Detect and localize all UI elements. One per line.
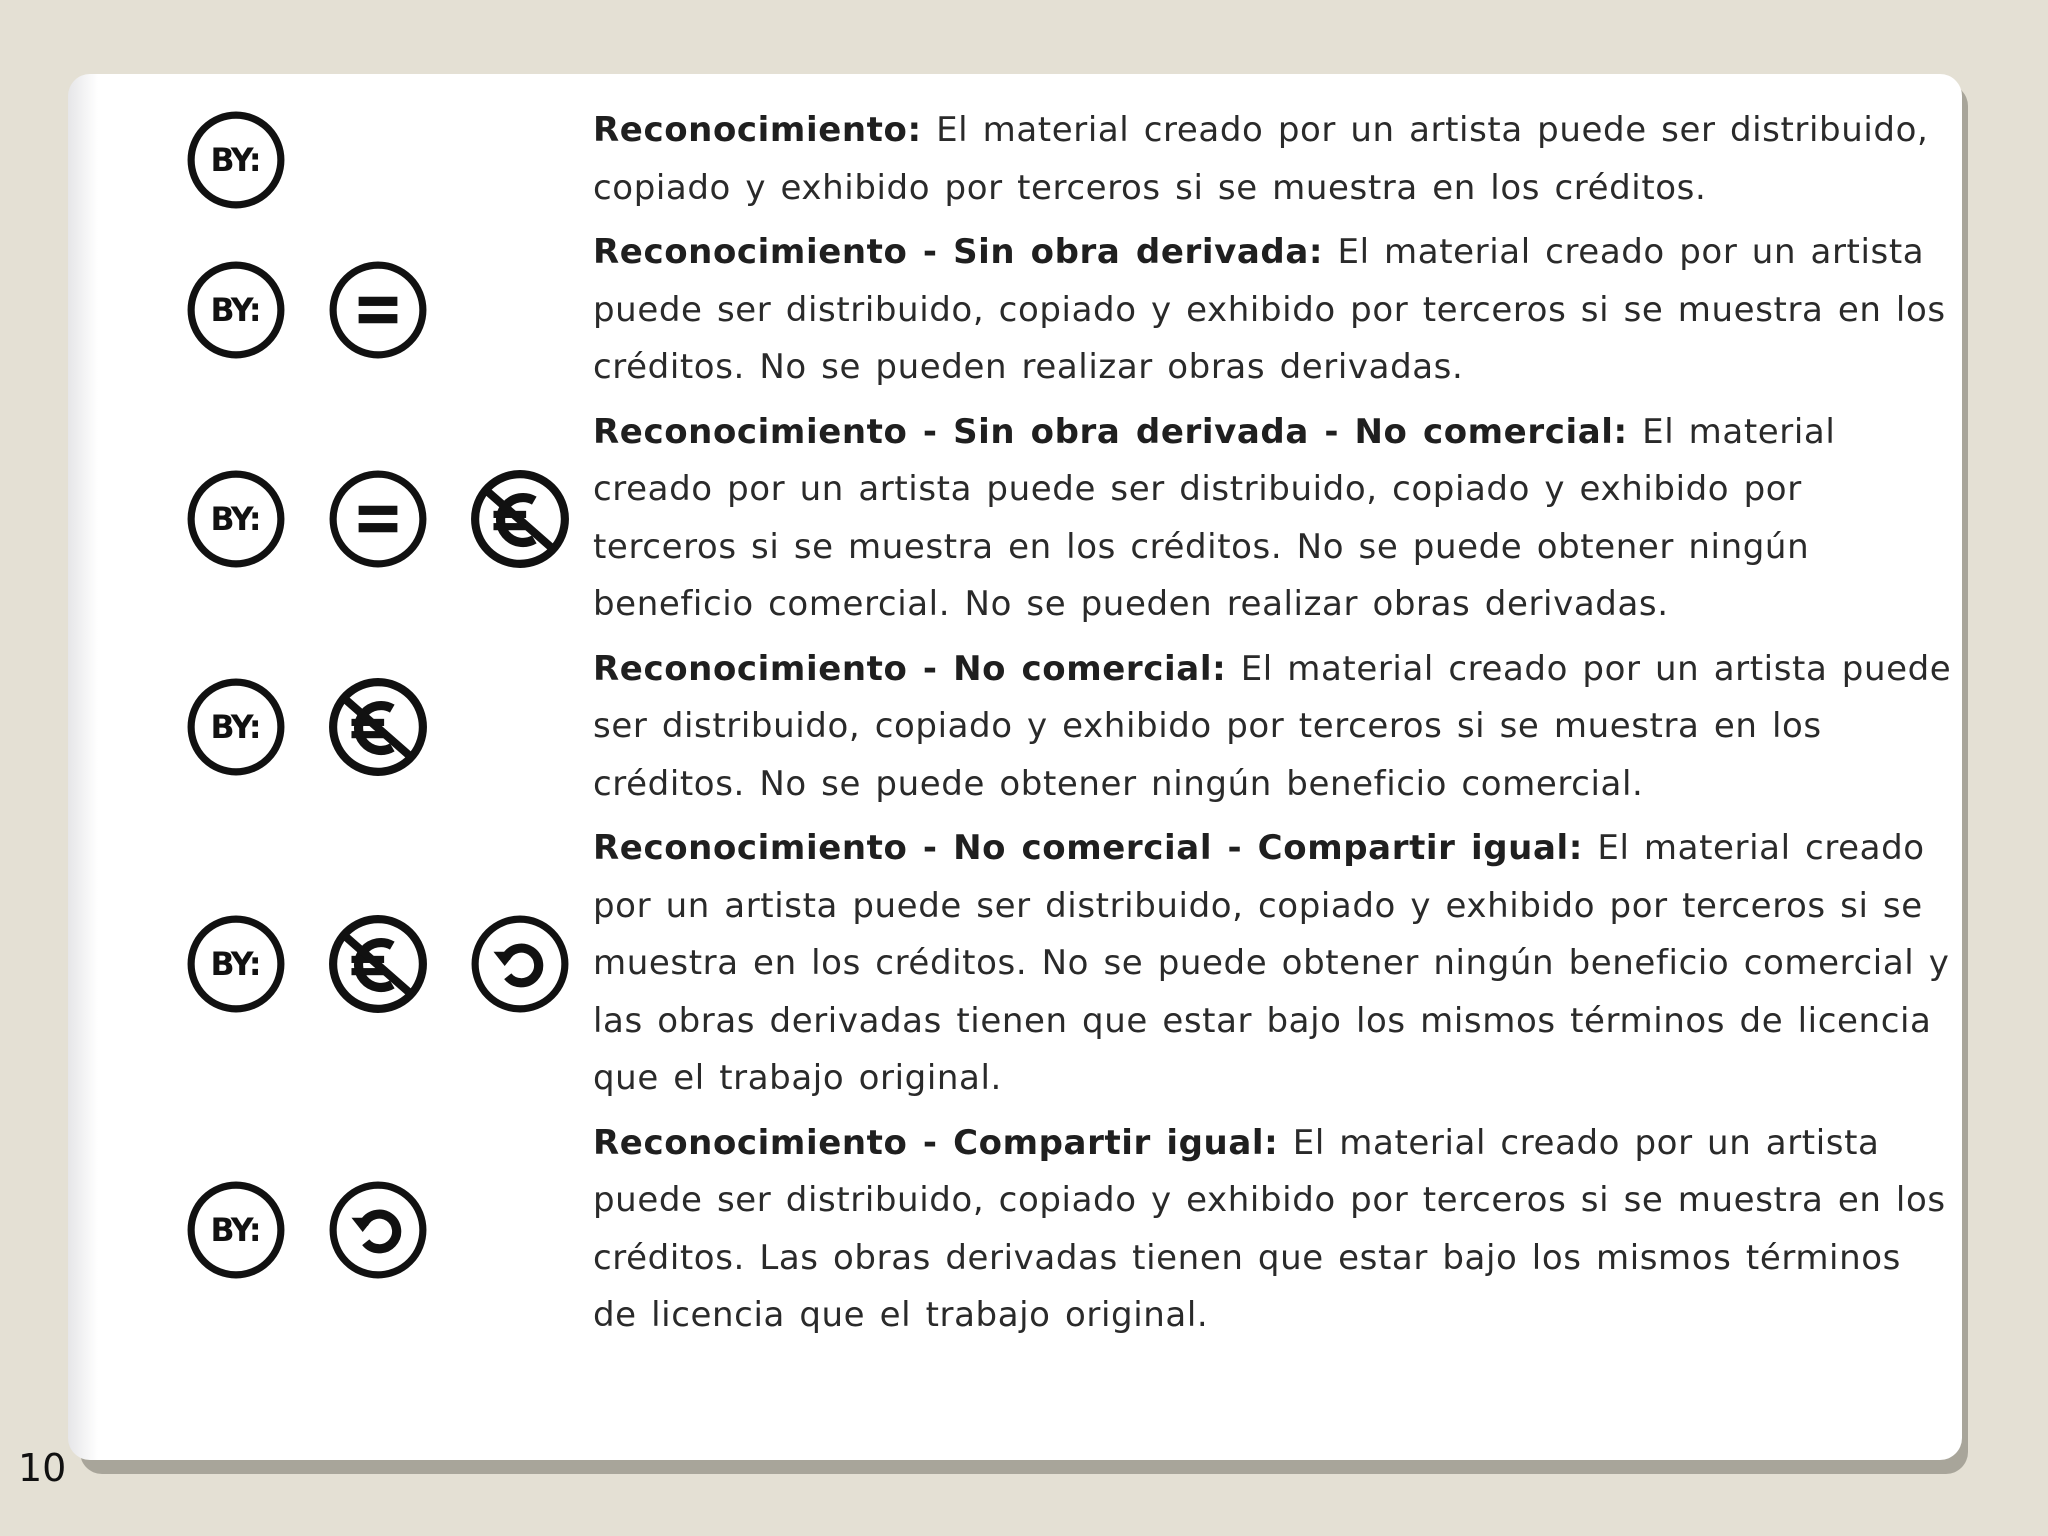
license-title: Reconocimiento - Sin obra derivada - No comercial: — [593, 411, 1628, 452]
license-description: El material creado por un artista puede ser distribuido, copiado y exhibido por terceros si se muestra en los créditos. No se puede obtener ningún beneficio comercial y las obras derivadas tienen que estar bajo los mismos términos de licencia que el trabajo original. — [593, 828, 1950, 1098]
license-title: Reconocimiento - No comercial: — [593, 648, 1227, 689]
license-description: El material creado por un artista puede ser distribuido, copiado y exhibido por terceros si se muestra en los créditos. — [593, 110, 1929, 208]
license-text — [593, 404, 1953, 634]
license-icons — [185, 404, 565, 634]
no-derivatives-icon — [327, 468, 429, 570]
svg-text:BY:: BY: — [210, 709, 260, 746]
by-icon — [185, 259, 287, 361]
license-title: Reconocimiento - Sin obra derivada: — [593, 232, 1324, 272]
license-text — [593, 1115, 1953, 1345]
license-description: El material creado por un artista puede ser distribuido, copiado y exhibido por terceros si se muestra en los créditos. Las obras derivadas tienen que estar bajo los mismos términos de licencia que el trabajo original. — [593, 1122, 1946, 1335]
svg-text:BY:: BY: — [210, 501, 260, 538]
license-row-by-nd-nc — [68, 404, 1962, 634]
by-icon — [185, 913, 287, 1015]
license-title: Reconocimiento - Compartir igual: — [593, 1122, 1279, 1163]
license-row-by-nc-sa — [68, 820, 1962, 1108]
non-commercial-icon — [469, 468, 571, 570]
by-icon — [185, 676, 287, 778]
by-icon — [185, 109, 287, 211]
share-alike-icon — [469, 913, 571, 1015]
license-icons — [185, 641, 565, 814]
license-icons — [185, 1115, 565, 1345]
license-text — [593, 641, 1953, 814]
license-description: El material creado por un artista puede ser distribuido, copiado y exhibido por terceros si se muestra en los créditos. No se puede obtener ningún beneficio comercial. — [593, 648, 1952, 804]
license-description: El material creado por un artista puede ser distribuido, copiado y exhibido por terceros si se muestra en los créditos. No se puede obtener ningún beneficio comercial. No se pueden realizar obras derivadas. — [593, 411, 1836, 624]
by-icon — [185, 468, 287, 570]
no-derivatives-icon — [327, 259, 429, 361]
license-title: Reconocimiento - No comercial - Compartir igual: — [593, 828, 1583, 868]
non-commercial-icon — [327, 676, 429, 778]
license-title: Reconocimiento: — [593, 110, 922, 150]
license-icons — [185, 102, 565, 217]
license-text — [593, 820, 1953, 1108]
svg-text:BY:: BY: — [210, 142, 260, 179]
by-icon — [185, 1179, 287, 1281]
share-alike-icon — [327, 1179, 429, 1281]
license-description: El material creado por un artista puede ser distribuido, copiado y exhibido por terceros si se muestra en los créditos. No se pueden realizar obras derivadas. — [593, 232, 1946, 387]
license-icons — [185, 820, 565, 1108]
non-commercial-icon — [327, 913, 429, 1015]
license-icons — [185, 224, 565, 397]
license-row-by-nd — [68, 224, 1962, 397]
svg-text:BY:: BY: — [210, 293, 260, 330]
license-text — [593, 224, 1953, 397]
svg-text:BY:: BY: — [210, 946, 260, 983]
page-number: 10 — [18, 1446, 67, 1490]
license-list — [68, 102, 1962, 1352]
svg-text:BY:: BY: — [210, 1212, 260, 1249]
license-row-by-nc — [68, 641, 1962, 814]
license-card — [68, 74, 1962, 1460]
license-text — [593, 102, 1953, 217]
license-row-by — [68, 102, 1962, 217]
license-row-by-sa — [68, 1115, 1962, 1345]
